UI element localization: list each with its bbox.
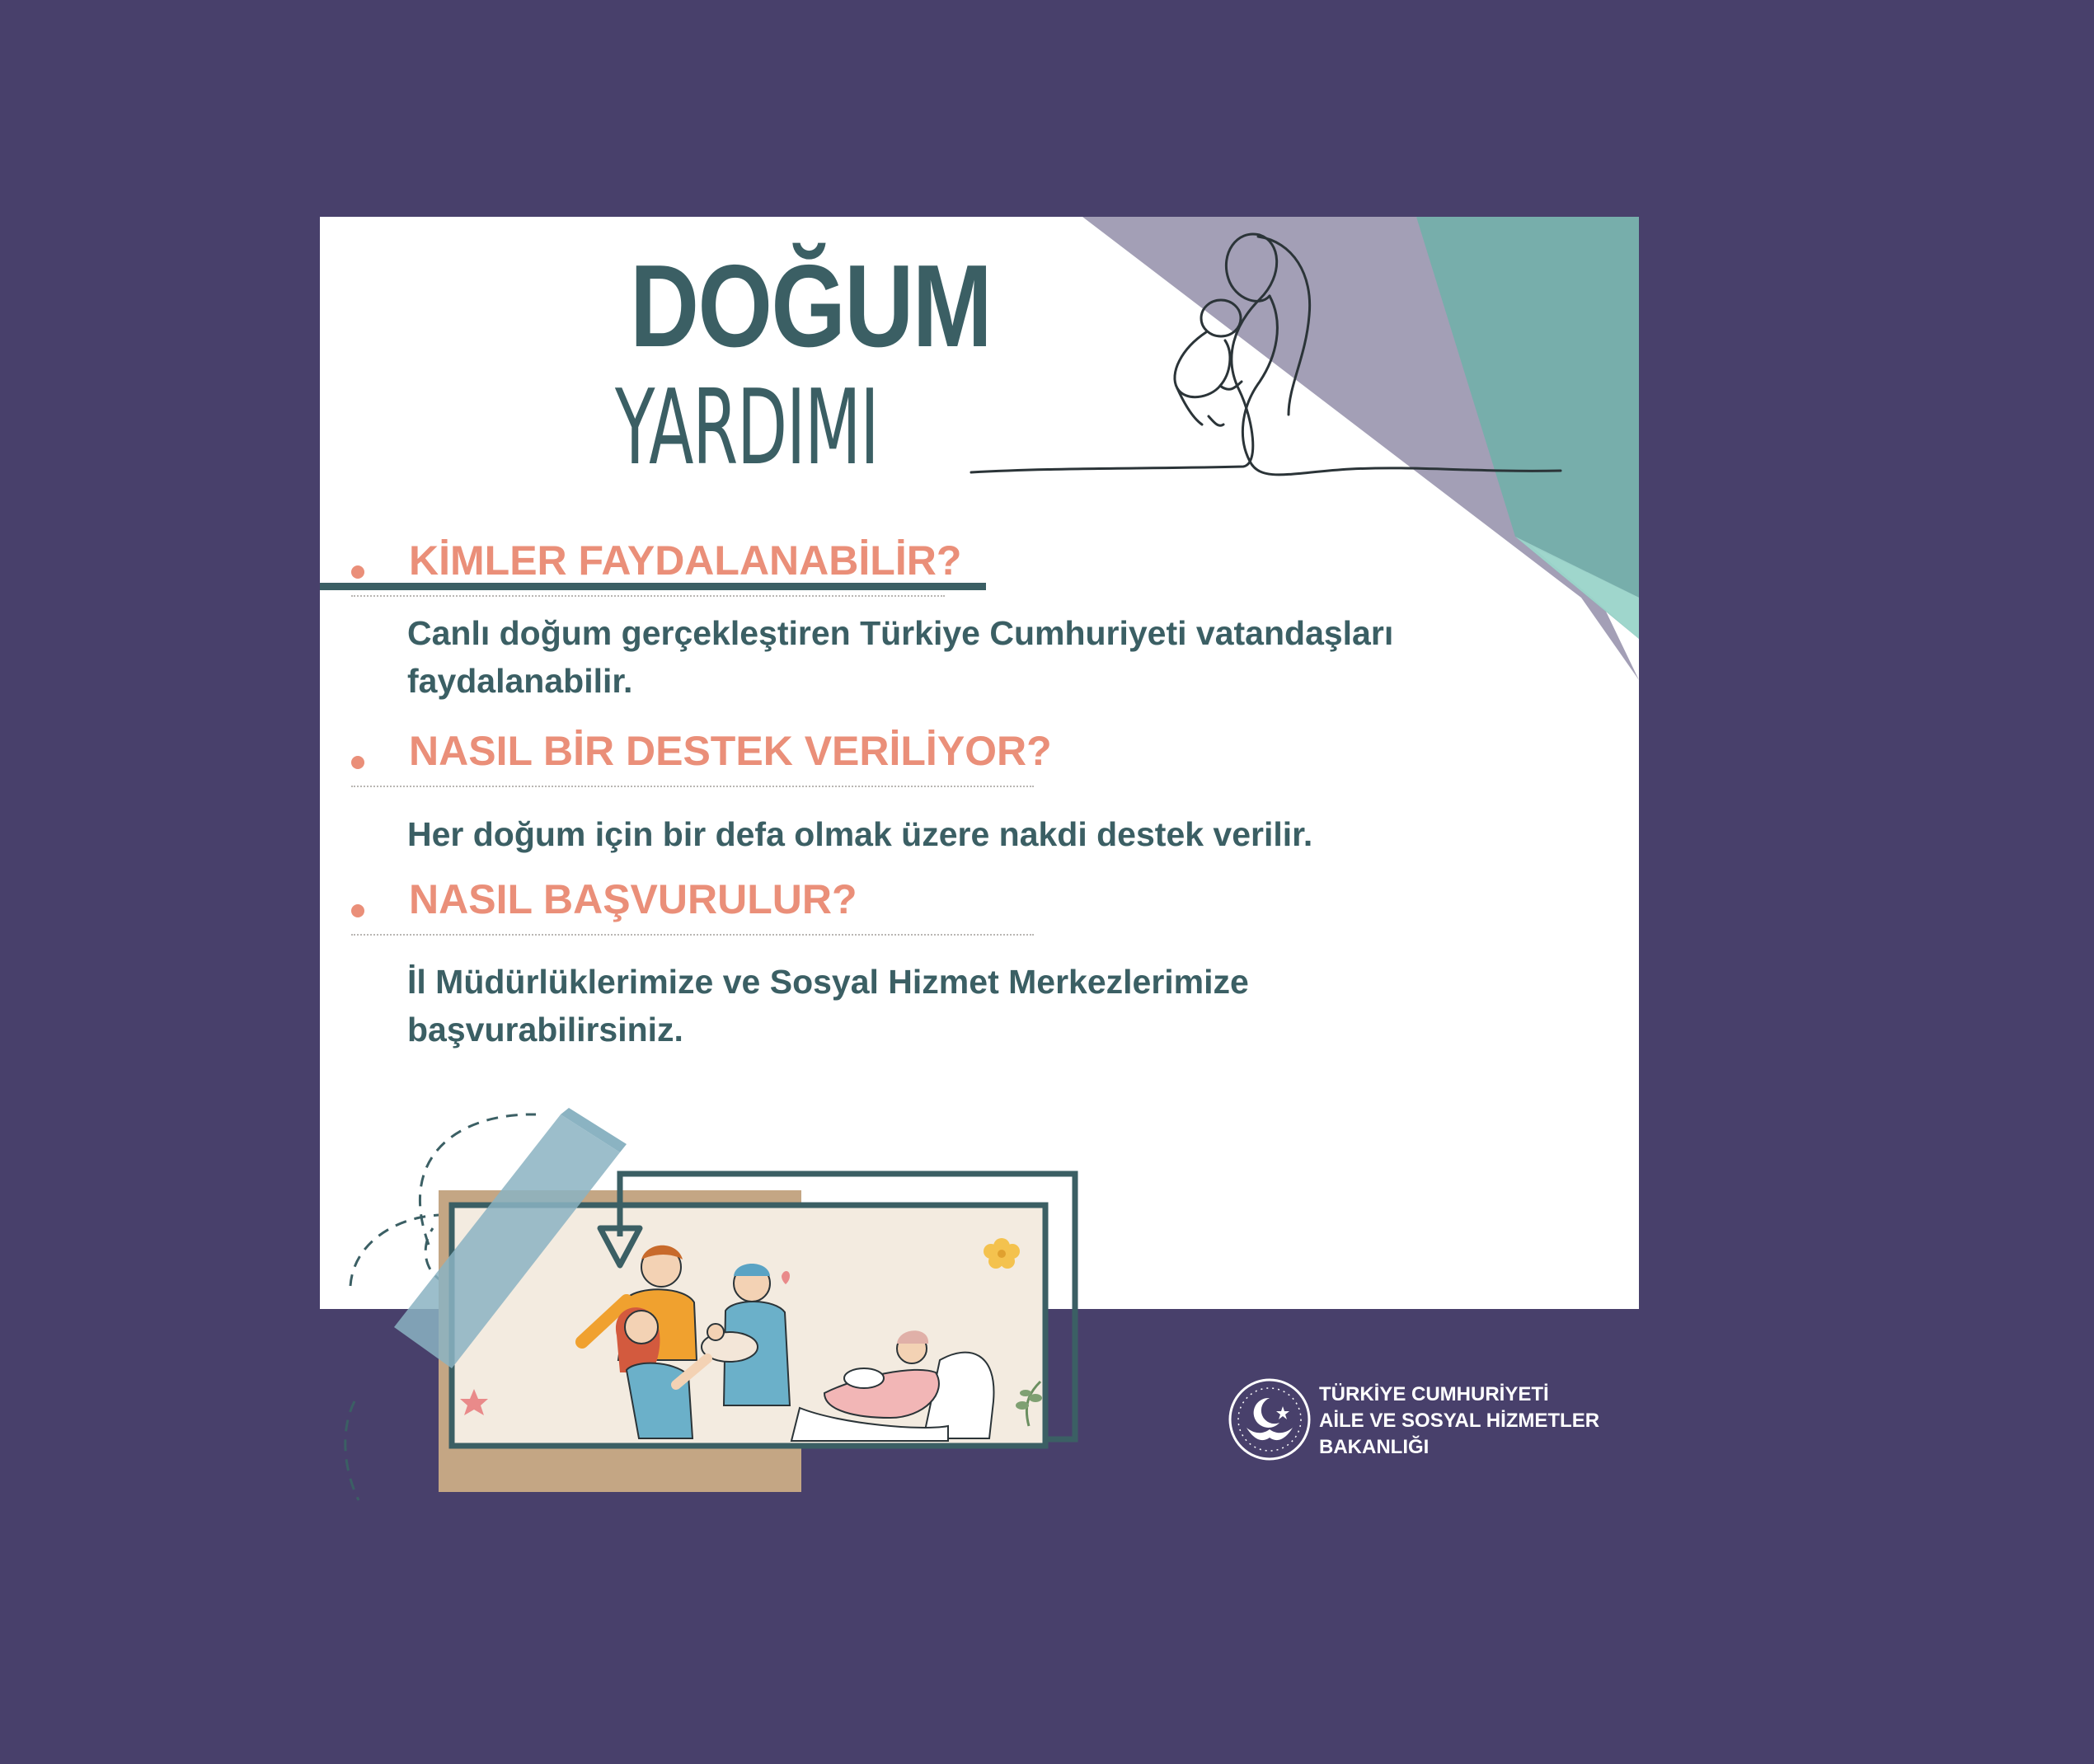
- section-answer: Canlı doğum gerçekleştiren Türkiye Cumhuriyeti vatandaşları faydalanabilir.: [407, 614, 1394, 700]
- section-heading: NASIL BAŞVURULUR?: [409, 876, 857, 922]
- ministry-line-3: BAKANLIĞI: [1319, 1436, 1430, 1458]
- ministry-line-2: AİLE VE SOSYAL HİZMETLER: [1319, 1410, 1600, 1432]
- section-answer: İl Müdürlüklerimize ve Sosyal Hizmet Merkezlerimize başvurabilirsiniz.: [407, 963, 1249, 1049]
- section-answer: Her doğum için bir defa olmak üzere nakdi destek verilir.: [407, 815, 1313, 853]
- section-heading: KİMLER FAYDALANABİLİR?: [409, 537, 962, 584]
- section-heading: NASIL BİR DESTEK VERİLİYOR?: [409, 728, 1052, 774]
- page-subtitle: YARDIMI: [615, 367, 879, 488]
- ministry-logo: [1227, 1377, 1600, 1466]
- ministry-line-1: TÜRKİYE CUMHURİYETİ: [1319, 1383, 1549, 1405]
- ministry-emblem-icon: [1227, 1377, 1312, 1462]
- page-title: DOĞUM: [630, 241, 992, 372]
- ministry-name: [1319, 1382, 1616, 1461]
